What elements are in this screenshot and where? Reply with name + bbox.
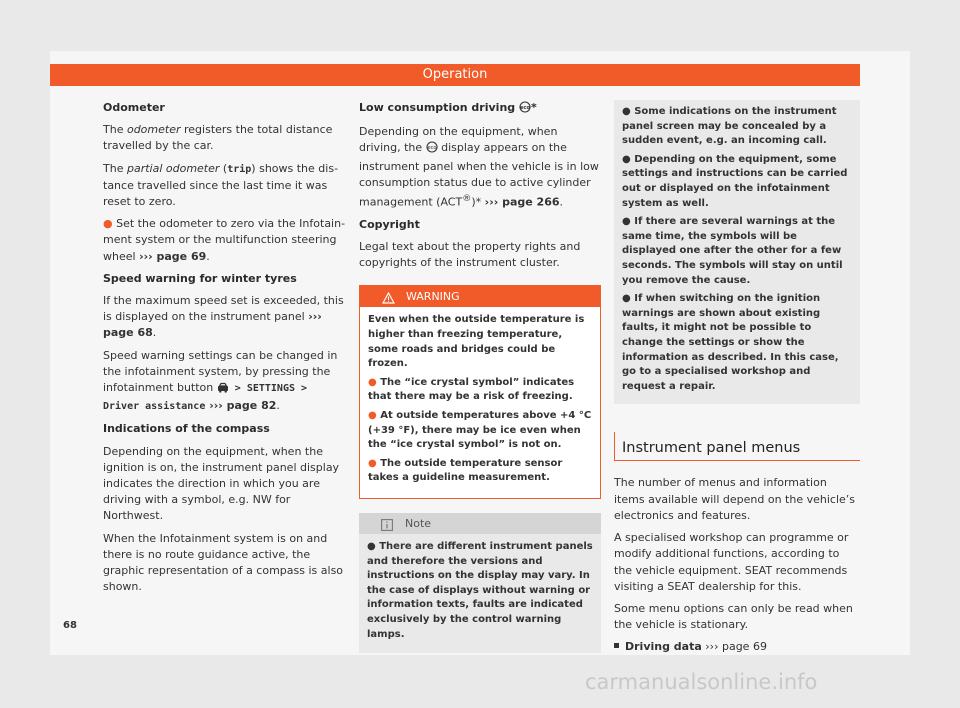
odometer-term: odometer [126, 123, 181, 137]
warning-intro: Even when the outside temperature is higher than freezing temperature, some roads and bridges could be frozen. [368, 314, 585, 370]
compass-heading: Indications of the compass [103, 422, 270, 436]
odometer-paragraph-1 [103, 122, 346, 154]
speed-paragraph-2: Speed warning settings can be changed in the infotainment system, by pressing the infotainment button > SETTINGS > Driver assistance ››› page 82. [103, 348, 338, 413]
odometer-heading: Odometer [103, 101, 165, 114]
driving-data-label: Driving data [625, 640, 702, 654]
car-settings-icon [217, 382, 229, 398]
warning-title: WARNING [406, 290, 460, 304]
compass-paragraph-2: When the Infotainment system is on and there is no route guidance active, the graphic representation of a compass is also shown. [103, 531, 344, 594]
page-ref-link[interactable]: ››› page 68 [103, 310, 322, 340]
trip-label: trip [227, 163, 252, 175]
bullet-icon: ● [368, 376, 381, 388]
bullet-icon: ● [368, 457, 381, 469]
bullet-icon: ● [622, 216, 635, 228]
note-title: Note [405, 517, 432, 531]
text-fragment: Speed warning settings can be changed in the infotainment system, by pressing the infotainment button [103, 348, 338, 395]
low-consumption-paragraph: Depending on the equipment, when driving, the eco display appears on the instrument panel when the vehicle is in low consumption status due to active cylinder management (ACT®)* ››› page 266. [359, 125, 599, 209]
text-fragment: If the maximum speed set is exceeded, this is displayed on the instrument panel [103, 294, 344, 324]
text-fragment: Set the odometer to zero via the Infotainment system or the multifunction steering wheel [103, 217, 346, 263]
note-continuation-box [614, 100, 860, 404]
warning-item [368, 376, 592, 405]
heading-text: Low consumption driving [359, 101, 516, 114]
settings-path: > SETTINGS > Driver assistance [103, 383, 308, 413]
copyright-paragraph: Legal text about the property rights and copyrights of the instrument cluster. [359, 240, 581, 270]
partial-odometer-term: partial odometer [126, 161, 220, 175]
note-box [359, 513, 601, 653]
text-fragment: The [103, 123, 127, 137]
text-fragment: display appears on the instrument panel when the vehicle is in low consumption status due to active cylinder management (ACT [359, 141, 599, 209]
note-body [359, 534, 601, 653]
warning-body [360, 307, 600, 498]
warning-triangle-icon [382, 290, 395, 311]
bullet-icon: ● [622, 293, 635, 305]
warning-item-text: The outside temperature sensor takes a guideline measurement. [368, 457, 563, 484]
menus-paragraph-3: Some menu options can only be read when the vehicle is stationary. [614, 601, 853, 632]
warning-box [359, 285, 601, 499]
text-fragment: Depending on the equipment, when driving, the [359, 125, 558, 155]
bullet-icon: ● [622, 153, 635, 165]
text-fragment: The [103, 161, 127, 175]
warning-item-text: At outside temperatures above +4 °C (+39 °F), there may be ice even when the “ice crystal symbol” is not on. [368, 410, 592, 451]
bullet-icon: ● [367, 541, 380, 553]
watermark: carmanualsonline.info [585, 670, 818, 694]
bullet-icon: ● [103, 217, 117, 231]
speed-paragraph-1: If the maximum speed set is exceeded, this is displayed on the instrument panel ››› page 68. [103, 294, 344, 340]
warning-item [368, 409, 592, 453]
column-2 [359, 100, 601, 653]
page-ref-link[interactable]: ››› page 266 [484, 195, 560, 209]
note-item [367, 540, 593, 642]
eco-icon [519, 101, 531, 118]
compass-paragraph-1: Depending on the equipment, when the ignition is on, the instrument panel display indicates the direction in which you are driving with a symbol, e.g. NW for Northwest. [103, 444, 340, 523]
speed-warning-heading: Speed warning for winter tyres [103, 271, 297, 285]
copyright-heading: Copyright [359, 217, 420, 231]
svg-text:eco: eco [427, 145, 437, 152]
note-item-text: If there are several warnings at the same time, the symbols will be displayed one after the other for a few seconds. The symbols will stay on until you remove the cause. [622, 216, 843, 286]
warning-item [368, 457, 592, 486]
square-bullet-icon [614, 643, 619, 648]
text-fragment: )* [471, 195, 485, 209]
menus-paragraph-1: The number of menus and information items available will depend on the vehicle’s electronics and features. [614, 476, 855, 522]
page-ref-link[interactable]: ››› page 69 [701, 640, 767, 654]
info-icon [381, 517, 393, 538]
page-ref-link[interactable]: ››› page 82 [205, 399, 277, 413]
text-fragment: ) shows the distance travelled since the last time it was reset to zero. [103, 161, 339, 209]
bullet-icon: ● [368, 410, 381, 422]
note-item-text: If when switching on the ignition warnings are shown about existing faults, it might not be possible to change the settings or show the information as described. In this case, go to a specialised workshop and request a repair. [622, 293, 839, 392]
note-item [622, 215, 852, 288]
note-item [622, 105, 852, 149]
driving-data-item [614, 639, 860, 655]
eco-icon [426, 141, 438, 158]
bullet-icon: ● [622, 106, 635, 117]
text-fragment: ( [219, 161, 228, 175]
low-consumption-heading [359, 100, 601, 118]
note-item [622, 292, 852, 394]
warning-header [360, 286, 600, 307]
column-1 [103, 100, 346, 601]
page-number: 68 [63, 620, 77, 631]
note-item-text: There are different instrument panels and therefore the versions and instructions on the display may vary. In the case of displays without warning or information texts, faults are indicated exclusively by the control warning lamps. [367, 541, 593, 640]
registered-mark: ® [462, 193, 472, 205]
svg-text:eco: eco [520, 105, 530, 111]
odometer-paragraph-2 [103, 161, 346, 211]
page-ref-link[interactable]: ››› page 69 [139, 249, 207, 263]
note-item-text: Depending on the equipment, some settings and instructions can be carried out or displayed on the infotainment system as well. [622, 153, 848, 209]
note-item [622, 153, 852, 211]
note-item-text: Some indications on the instrument panel screen may be concealed by a sudden event, e.g. an incoming call. [622, 106, 837, 147]
text-fragment: registers the total distance travelled by the car. [103, 123, 333, 153]
menus-paragraph-2: A specialised workshop can programme or modify additional functions, according to the vehicle equipment. SEAT recommends visiting a SEAT dealership for this. [614, 531, 849, 593]
odometer-bullet: ● Set the odometer to zero via the Infotainment system or the multifunction steering wheel ››› page 69. [103, 217, 346, 263]
optional-star: * [531, 101, 537, 114]
column-3 [614, 100, 860, 662]
section-title-menus: Instrument panel menus [614, 432, 860, 461]
warning-item-text: The “ice crystal symbol” indicates that there may be a risk of freezing. [368, 376, 575, 403]
page-header: Operation [50, 64, 860, 86]
note-header [359, 513, 601, 534]
